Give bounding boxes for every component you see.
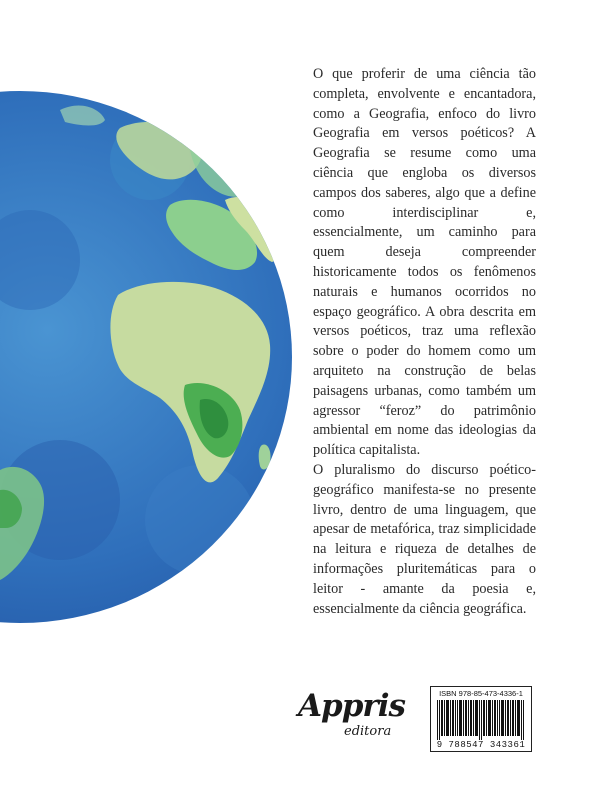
blurb-paragraph-1: O que proferir de uma ciência tão completa, envolvente e encantadora, como a Geografia, enfoco do livro Geografia em versos poéticos? A Geografia se resume como uma ciência que engloba os diversos campos dos saberes, algo que a define como interdisciplinar e, essencialmente, um caminho para quem deseja compreender historicamente todos os fenômenos naturais e humanos ocorridos no espaço geográfico. A obra descrita em versos poéticos, traz uma reflexão sobre o poder do homem como um arquiteto na construção de belas paisagens urbanas, como também um agressor “feroz” do patrimônio ambiental em nome das ideologias da política capitalista.	[313, 66, 536, 459]
back-cover-blurb	[313, 65, 536, 619]
barcode-digits: 9 788547 343361	[436, 740, 526, 750]
isbn-label: ISBN 978-85-473-4336-1	[439, 689, 523, 698]
blurb-paragraph-2: O pluralismo do discurso poético-geográfico manifesta-se no presente livro, dentro de uma linguagem, que apesar de metafórica, traz simplicidade na leitura e riqueza de detalhes de informações pluritemáticas para o leitor - amante da poesia e, essencialmente da ciência geográfica.	[313, 461, 536, 617]
publisher-logo-sub: editora	[344, 724, 392, 739]
isbn-barcode	[430, 686, 532, 752]
globe-illustration	[0, 0, 300, 640]
barcode-icon	[437, 700, 525, 740]
publisher-logo	[298, 688, 410, 746]
publisher-logo-name: Appris	[298, 688, 405, 724]
